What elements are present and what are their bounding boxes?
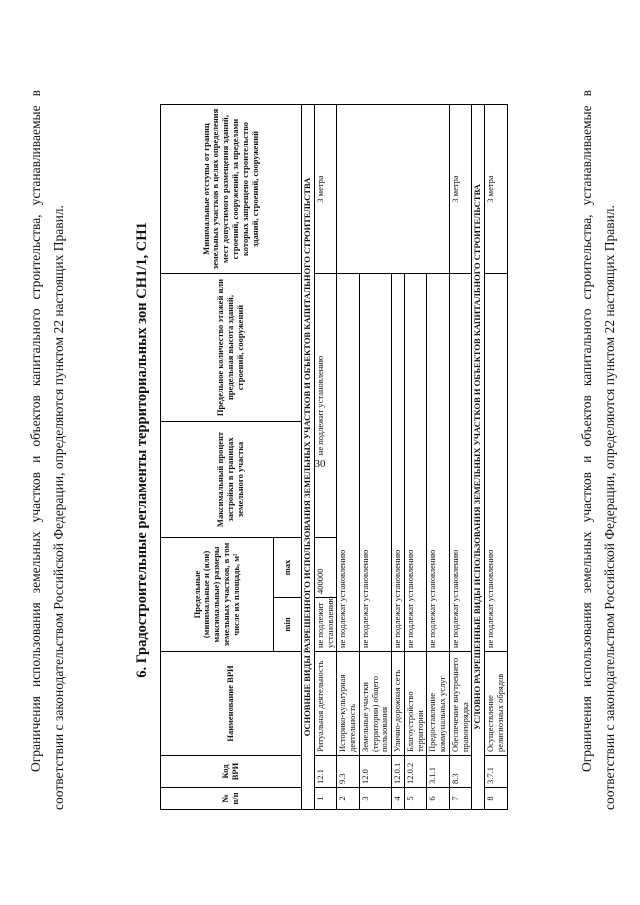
section-main-label: ОСНОВНЫЕ ВИДЫ РАЗРЕШЕННОГО ИСПОЛЬЗОВАНИЯ ЗЕМЕЛЬНЫХ УЧАСТКОВ И ОБЪЕКТОВ КАПИТАЛЬНОГО СТРОИТЕЛЬСТВА [302, 105, 315, 810]
section-row-main [302, 105, 315, 810]
row-code: 8.3 [449, 756, 472, 788]
row-num: 2 [337, 788, 360, 810]
row-merged-values: не подлежат установлению [485, 274, 508, 652]
row-num: 7 [449, 788, 472, 810]
table-header-row [161, 105, 274, 810]
row-num: 3 [359, 788, 391, 810]
row-code: 12.0.2 [404, 756, 427, 788]
row-merged-values: не подлежат установлению [359, 274, 391, 652]
section-row-conditional [472, 105, 485, 810]
table-row [485, 105, 508, 810]
restrictions-text-top: Ограничения использования земельных участков и объектов капитального строительства, устанавливаемые в соответствии с законодательством Российской Федерации, определяются пунктом 22 настоящих Правил. [28, 90, 66, 810]
regulations-table [160, 104, 508, 810]
section-title: 6. Градостроительные регламенты территориальных зон СН1/1, СН1 [134, 222, 150, 678]
row-code: 3.1.1 [427, 756, 450, 788]
row-name: Улично-дорожная сеть [392, 652, 405, 756]
row-name: Земельные участки (территории) общего пользования [359, 652, 391, 756]
header-floors: Предельное количество этажей или предельная высота зданий, строений, сооружений [161, 274, 302, 422]
header-percent: Максимальный процент застройки в границах земельного участка [161, 422, 302, 538]
restrictions-text-bottom: Ограничения использования земельных участков и объектов капитального строительства, устанавливаемые в соответствии с законодательством Российской Федерации, определяются пунктом 22 настоящих Правил. [579, 90, 617, 810]
header-code: Код ВРИ [161, 756, 302, 788]
row-name: Историко-культурная деятельность [337, 652, 360, 756]
header-setback: Минимальные отступы от границ земельных участков в целях определения мест допустимого размещения зданий, строений, сооружений, за пределами которых запрещено строительство зданий, строений, сооружений [161, 105, 302, 274]
row-name: Благоустройство территории [404, 652, 427, 756]
row-min: не подлежит установлению [314, 598, 337, 652]
row-setback: 3 метра [485, 105, 508, 274]
row-code: 12.0 [359, 756, 391, 788]
row-setback-empty [337, 105, 450, 274]
table-row [337, 105, 360, 810]
row-max: 400000 [314, 538, 337, 598]
row-num: 6 [427, 788, 450, 810]
header-min: min [274, 598, 302, 652]
row-code: 9.3 [337, 756, 360, 788]
restrictions-paragraph-top [24, 90, 70, 810]
header-size-group: Предельные (минимальные и (или) максимальные) размеры земельных участков, в том числе их площадь, м² [161, 538, 274, 652]
table-row [314, 105, 337, 810]
row-merged-values: не подлежат установлению [449, 274, 472, 652]
row-merged-values: не подлежат установлению [404, 274, 427, 652]
page-number: 30 [314, 458, 326, 470]
row-code: 12.0.1 [392, 756, 405, 788]
header-name: Наименование ВРИ [161, 652, 302, 756]
row-name: Обеспечение внутреннего правопорядка [449, 652, 472, 756]
row-setback: 3 метра [449, 105, 472, 274]
row-name: Предоставление коммунальных услуг [427, 652, 450, 756]
row-num: 8 [485, 788, 508, 810]
row-percent-floors: не подлежит установлению [314, 274, 337, 538]
table-row [449, 105, 472, 810]
header-max: max [274, 538, 302, 598]
restrictions-paragraph-bottom [575, 90, 621, 810]
row-setback: 3 метра [314, 105, 337, 274]
row-num: 1 [314, 788, 337, 810]
row-name: Ритуальная деятельность [314, 652, 337, 756]
section-cond-label: УСЛОВНО РАЗРЕШЕННЫЕ ВИДЫ ИСПОЛЬЗОВАНИЯ ЗЕМЕЛЬНЫХ УЧАСТКОВ И ОБЪЕКТОВ КАПИТАЛЬНОГО СТРОИТЕЛЬСТВА [472, 105, 485, 810]
row-code: 12.1 [314, 756, 337, 788]
row-num: 4 [392, 788, 405, 810]
header-num: № п/п [161, 788, 302, 810]
row-merged-values: не подлежат установлению [392, 274, 405, 652]
row-merged-values: не подлежат установлению [337, 274, 360, 652]
row-code: 3.7.1 [485, 756, 508, 788]
row-num: 5 [404, 788, 427, 810]
row-merged-values: не подлежат установлению [427, 274, 450, 652]
row-name: Осуществление религиозных обрядов [485, 652, 508, 756]
